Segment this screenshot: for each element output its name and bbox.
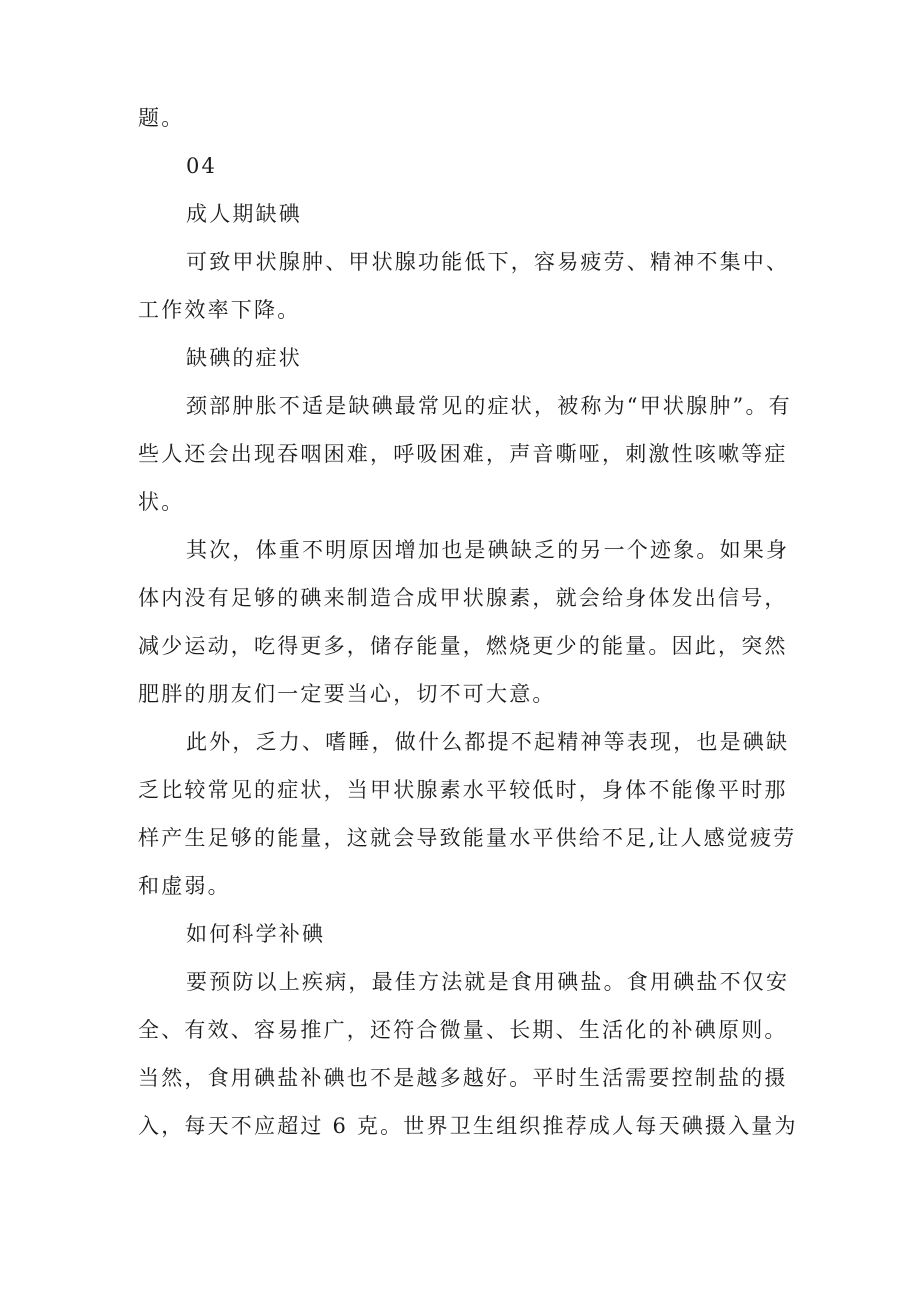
document-body [138, 94, 798, 1150]
paragraph-adult-effects: 可致甲状腺肿、甲状腺功能低下，容易疲劳、精神不集中、工作效率下降。 [138, 250, 790, 322]
section-heading-symptoms: 缺碘的症状 [186, 346, 302, 370]
paragraph-weight-gain: 其次，体重不明原因增加也是碘缺乏的另一个迹象。如果身体内没有足够的碘来制造合成甲状腺素，就会给身体发出信号，减少运动，吃得更多，储存能量，燃烧更少的能量。因此，突然肥胖的朋友们一定要当心，切不可大意。 [138, 538, 790, 706]
paragraph-neck-swelling: 颈部肿胀不适是缺碘最常见的症状，被称为“甲状腺肿”。有些人还会出现吞咽困难，呼吸困难，声音嘶哑，刺激性咳嗽等症状。 [138, 394, 792, 514]
paragraph-fatigue: 此外，乏力、嗜睡，做什么都提不起精神等表现，也是碘缺乏比较常见的症状，当甲状腺素水平较低时，身体不能像平时那样产生足够的能量，这就会导致能量水平供给不足,让人感觉疲劳和虚弱。 [138, 730, 797, 898]
section-heading-adult-iodine-deficiency: 成人期缺碘 [186, 202, 302, 226]
section-heading-iodine-supplement: 如何科学补碘 [186, 922, 326, 946]
section-number: 04 [186, 154, 218, 178]
paragraph-iodized-salt: 要预防以上疾病，最佳方法就是食用碘盐。食用碘盐不仅安全、有效、容易推广，还符合微量、长期、生活化的补碘原则。当然，食用碘盐补碘也不是越多越好。平时生活需要控制盐的摄入，每天不应超过 6 克。世界卫生组织推荐成人每天碘摄入量为 [138, 970, 798, 1138]
paragraph-continuation: 题。 [138, 106, 185, 130]
